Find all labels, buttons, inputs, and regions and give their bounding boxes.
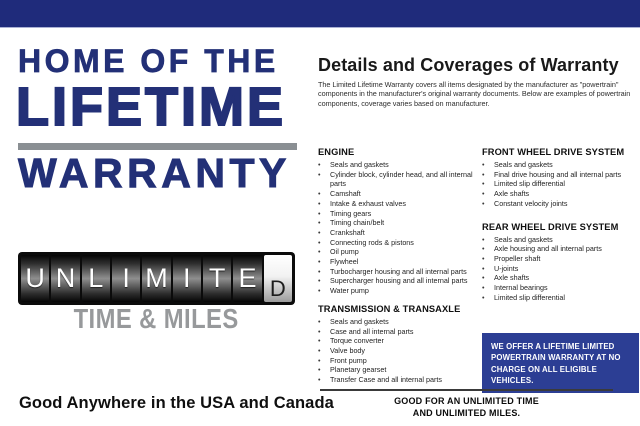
bullet-icon: • xyxy=(318,237,321,247)
bullet-icon: • xyxy=(318,326,321,336)
list-item xyxy=(318,247,478,257)
bullet-icon: • xyxy=(318,276,321,286)
list-item xyxy=(482,170,639,180)
list-item-text: Supercharger housing and all internal parts xyxy=(330,276,468,286)
list-item xyxy=(482,235,639,245)
bullet-icon: • xyxy=(482,244,485,254)
list-item-text: Planetary gearset xyxy=(330,365,387,375)
list-item xyxy=(318,209,478,219)
bullet-icon: • xyxy=(482,189,485,199)
list-item-text: Seals and gaskets xyxy=(494,234,553,244)
list-item-text: Seals and gaskets xyxy=(494,160,553,169)
brand-home-of-the: HOME OF THE xyxy=(18,43,279,79)
list-item xyxy=(318,170,478,189)
odometer-cell: T xyxy=(203,255,231,302)
section-rear-wheel-drive xyxy=(482,222,639,303)
list-item xyxy=(482,293,639,303)
bullet-icon: • xyxy=(482,179,485,189)
bullet-icon: • xyxy=(318,286,321,296)
details-column-right xyxy=(482,147,639,302)
bullet-icon: • xyxy=(482,169,485,179)
list-item xyxy=(318,356,478,366)
list-item xyxy=(482,179,639,189)
list-item-text: Constant velocity joints xyxy=(494,198,568,208)
section-engine xyxy=(318,147,478,296)
bottom-divider-line xyxy=(320,389,613,391)
list-item-text: Intake & exhaust valves xyxy=(330,198,406,208)
section-item-list xyxy=(318,160,478,296)
list-item-text: Axle shafts xyxy=(494,273,530,283)
time-and-miles-tagline xyxy=(18,303,295,335)
list-item xyxy=(482,254,639,264)
list-item xyxy=(318,276,478,286)
list-item xyxy=(482,283,639,293)
section-item-list xyxy=(318,317,478,385)
list-item xyxy=(482,273,639,283)
section-transmission xyxy=(318,304,478,385)
bullet-icon: • xyxy=(318,336,321,346)
details-column-left xyxy=(318,147,478,385)
list-item-text: Axle shafts xyxy=(494,189,530,199)
bullet-icon: • xyxy=(318,160,321,169)
section-item-list xyxy=(482,235,639,303)
bottom-note xyxy=(320,395,613,419)
brand-gray-divider xyxy=(18,143,297,150)
bullet-icon: • xyxy=(318,208,321,218)
brand-lifetime: LIFETIME xyxy=(16,77,286,137)
list-item-text: Transfer Case and all internal parts xyxy=(330,375,442,385)
list-item-text: Connecting rods & pistons xyxy=(330,237,414,247)
section-item-list xyxy=(482,160,639,209)
list-item-text: Oil pump xyxy=(330,247,359,257)
list-item-text: Propeller shaft xyxy=(494,253,541,263)
list-item xyxy=(482,189,639,199)
unlimited-odometer-graphic xyxy=(18,252,295,305)
odometer-cell: D xyxy=(264,255,292,302)
list-item-text: Camshaft xyxy=(330,189,361,199)
bullet-icon: • xyxy=(318,247,321,257)
list-item xyxy=(318,228,478,238)
bullet-icon: • xyxy=(318,375,321,385)
bullet-icon: • xyxy=(318,198,321,208)
list-item xyxy=(482,244,639,254)
list-item-text: Flywheel xyxy=(330,257,359,267)
list-item xyxy=(318,375,478,385)
list-item-text: Water pump xyxy=(330,286,369,296)
good-anywhere-text: Good Anywhere in the USA and Canada xyxy=(19,394,334,412)
bullet-icon: • xyxy=(318,365,321,375)
section-front-wheel-drive xyxy=(482,147,639,209)
bullet-icon: • xyxy=(482,283,485,293)
section-heading: REAR WHEEL DRIVE SYSTEM xyxy=(482,221,619,232)
section-heading: FRONT WHEEL DRIVE SYSTEM xyxy=(482,147,625,157)
odometer-cell: E xyxy=(233,255,261,302)
odometer-cell: N xyxy=(51,255,79,302)
bullet-icon: • xyxy=(482,273,485,283)
list-item xyxy=(482,199,639,209)
list-item-text: Case and all internal parts xyxy=(330,326,414,336)
bullet-icon: • xyxy=(482,292,485,302)
list-item-text: Valve body xyxy=(330,345,366,355)
bullet-icon: • xyxy=(482,263,485,273)
list-item xyxy=(318,267,478,277)
bullet-icon: • xyxy=(318,257,321,267)
list-item xyxy=(318,199,478,209)
list-item xyxy=(318,238,478,248)
list-item-text: Timing gears xyxy=(330,208,372,218)
list-item-text: Torque converter xyxy=(330,336,384,346)
list-item xyxy=(318,257,478,267)
list-item-text: Internal bearings xyxy=(494,283,548,293)
section-heading: ENGINE xyxy=(318,147,355,157)
details-intro: The Limited Lifetime Warranty covers all items designated by the manufacturer as "powertrain" components in the manufacturer's original warranty documents. Below are examples of powertrain components, coverage varies based on manufacturer. xyxy=(318,80,631,108)
bottom-note-line1: GOOD FOR AN UNLIMITED TIME xyxy=(394,396,539,406)
list-item xyxy=(318,189,478,199)
list-item-text: Timing chain/belt xyxy=(330,218,385,228)
bottom-note-line2: AND UNLIMITED MILES. xyxy=(412,408,521,418)
bullet-icon: • xyxy=(318,189,321,199)
list-item-text: Axle housing and all internal parts xyxy=(494,244,602,254)
list-item-text: Crankshaft xyxy=(330,227,365,237)
bullet-icon: • xyxy=(482,234,485,244)
bullet-icon: • xyxy=(318,316,321,326)
list-item-text: Limited slip differential xyxy=(494,292,565,302)
bullet-icon: • xyxy=(318,169,321,179)
list-item-text: Seals and gaskets xyxy=(330,160,389,169)
bullet-icon: • xyxy=(318,355,321,365)
tagline-text: TIME & MILES xyxy=(73,303,240,334)
bullet-icon: • xyxy=(318,218,321,228)
list-item-text: Cylinder block, cylinder head, and all internal parts xyxy=(330,169,473,189)
list-item xyxy=(318,346,478,356)
odometer-cell: I xyxy=(112,255,140,302)
bullet-icon: • xyxy=(482,198,485,208)
odometer-cell: U xyxy=(21,255,49,302)
list-item-text: Seals and gaskets xyxy=(330,316,389,326)
list-item xyxy=(318,327,478,337)
list-item xyxy=(318,317,478,327)
bullet-icon: • xyxy=(318,345,321,355)
odometer-cell: I xyxy=(173,255,201,302)
bullet-icon: • xyxy=(482,253,485,263)
top-navy-bar xyxy=(0,0,640,28)
list-item-text: Limited slip differential xyxy=(494,179,565,189)
bullet-icon: • xyxy=(318,227,321,237)
list-item-text: Final drive housing and all internal parts xyxy=(494,169,622,179)
bullet-icon: • xyxy=(482,160,485,169)
list-item xyxy=(318,218,478,228)
bullet-icon: • xyxy=(318,266,321,276)
list-item xyxy=(482,160,639,170)
list-item xyxy=(318,365,478,375)
details-panel xyxy=(318,55,638,426)
list-item-text: U-joints xyxy=(494,263,519,273)
list-item-text: Front pump xyxy=(330,355,367,365)
list-item xyxy=(318,286,478,296)
details-title: Details and Coverages of Warranty xyxy=(318,55,619,75)
brand-warranty: WARRANTY xyxy=(18,150,291,196)
list-item xyxy=(318,336,478,346)
section-heading: TRANSMISSION & TRANSAXLE xyxy=(318,303,461,314)
odometer-cell: M xyxy=(142,255,170,302)
list-item-text: Turbocharger housing and all internal parts xyxy=(330,266,467,276)
list-item xyxy=(318,160,478,170)
odometer-cell: L xyxy=(82,255,110,302)
list-item xyxy=(482,264,639,274)
offer-callout-box: WE OFFER A LIFETIME LIMITED POWERTRAIN WARRANTY AT NO CHARGE ON ALL ELIGIBLE VEHICLES. xyxy=(482,333,639,393)
